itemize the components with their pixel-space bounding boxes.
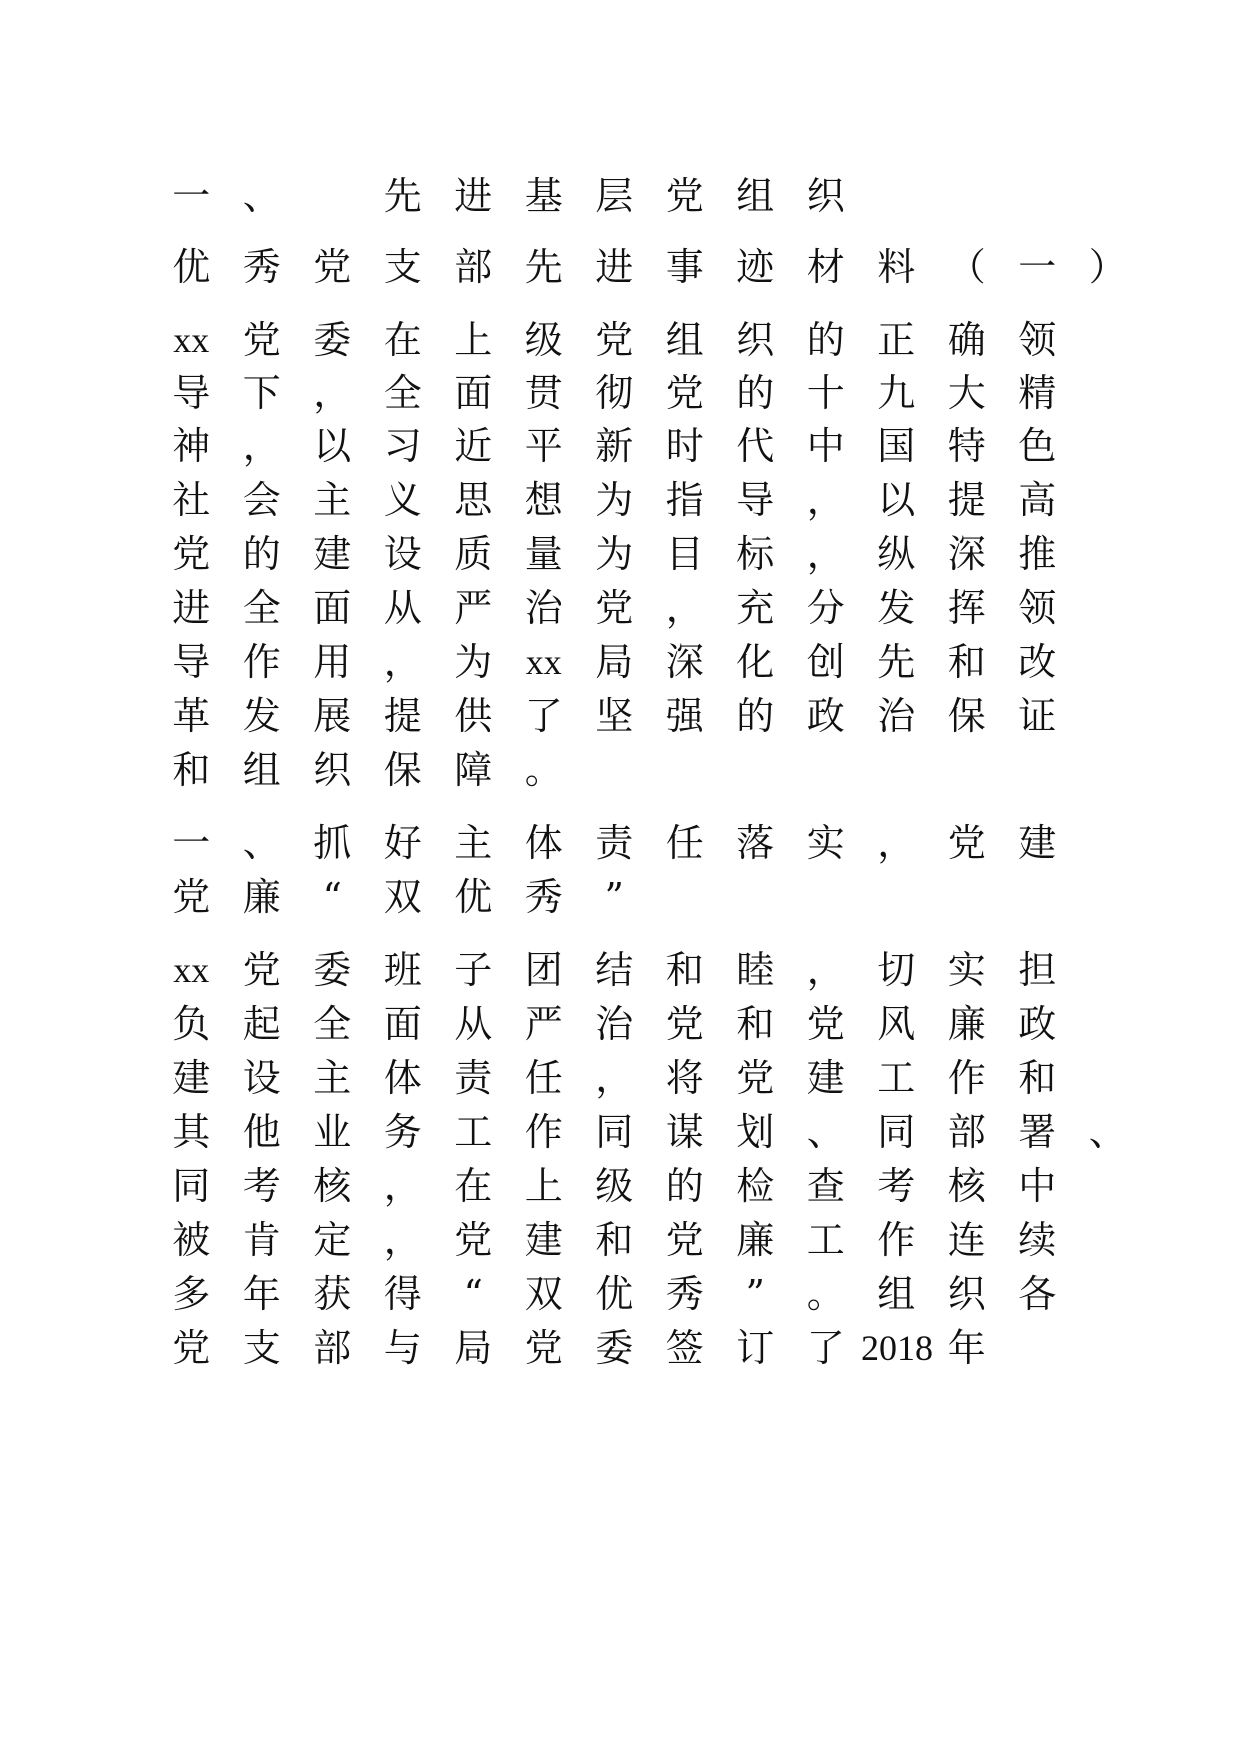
text-char: 廉	[947, 1002, 986, 1046]
text-char: 秀	[665, 1272, 704, 1316]
text-char: 负	[172, 1002, 211, 1046]
text-char: 作	[947, 1056, 986, 1100]
text-char: 用	[313, 640, 352, 684]
text-char: 党	[947, 821, 986, 865]
text-char: 和	[947, 640, 986, 684]
paragraph-1-line-9	[156, 740, 1136, 800]
text-char: xx	[173, 950, 210, 990]
text-char: 进	[454, 174, 493, 218]
text-char: 好	[383, 821, 422, 865]
text-char: 团	[524, 948, 563, 992]
text-char: 党	[242, 948, 281, 992]
text-char: 部	[313, 1326, 352, 1370]
text-char: 的	[242, 532, 281, 576]
text-char: 双	[383, 875, 422, 919]
text-char: 组	[665, 318, 704, 362]
text-char: 级	[524, 318, 563, 362]
text-char: 确	[947, 318, 986, 362]
text-char: 的	[736, 371, 775, 415]
text-char: 2018	[861, 1328, 933, 1368]
text-char: 委	[313, 948, 352, 992]
text-char: 组	[736, 174, 775, 218]
text-char: 九	[877, 371, 916, 415]
text-char: 全	[242, 586, 281, 630]
text-char: 导	[172, 371, 211, 415]
text-char: 。	[524, 748, 563, 792]
text-char: 基	[524, 174, 563, 218]
text-char: 从	[383, 586, 422, 630]
text-char: 代	[736, 424, 775, 468]
text-char: 作	[524, 1110, 563, 1154]
text-char: 组	[877, 1272, 916, 1316]
text-char: 色	[1018, 424, 1057, 468]
text-char: 建	[524, 1218, 563, 1262]
paragraph-2-line-2	[156, 994, 1136, 1054]
text-char: 同	[595, 1110, 634, 1154]
text-char: 上	[454, 318, 493, 362]
text-char: 的	[736, 694, 775, 738]
text-char: 习	[383, 424, 422, 468]
text-char: 结	[595, 948, 634, 992]
text-char: 十	[806, 371, 845, 415]
text-char: 在	[454, 1164, 493, 1208]
text-char: 充	[736, 586, 775, 630]
text-char: 在	[383, 318, 422, 362]
text-char: xx	[525, 642, 562, 682]
text-char: 订	[736, 1326, 775, 1370]
text-char: 作	[877, 1218, 916, 1262]
text-char: 上	[524, 1164, 563, 1208]
text-char: 纵	[877, 532, 916, 576]
text-char: 会	[242, 478, 281, 522]
text-char: ，	[242, 424, 281, 468]
text-char: 以	[877, 478, 916, 522]
text-char: 一	[1018, 245, 1057, 289]
text-char: 和	[736, 1002, 775, 1046]
text-char: 社	[172, 478, 211, 522]
text-char: 进	[172, 586, 211, 630]
text-char: 年	[242, 1272, 281, 1316]
text-char: 新	[595, 424, 634, 468]
text-char: 党	[595, 318, 634, 362]
text-char: 创	[806, 640, 845, 684]
text-char: 工	[454, 1110, 493, 1154]
text-char: 彻	[595, 371, 634, 415]
text-char: 党	[454, 1218, 493, 1262]
text-char: 担	[1018, 948, 1057, 992]
text-char: 支	[242, 1326, 281, 1370]
text-char: 先	[383, 174, 422, 218]
text-char: 党	[313, 245, 352, 289]
text-char: 实	[947, 948, 986, 992]
text-char: 材	[806, 245, 845, 289]
paragraph-1-line-2	[156, 363, 1136, 423]
text-char: 织	[947, 1272, 986, 1316]
text-char: 、	[806, 1110, 845, 1154]
text-char: 治	[595, 1002, 634, 1046]
text-char: 签	[665, 1326, 704, 1370]
text-char: 、	[242, 821, 281, 865]
text-char: 供	[454, 694, 493, 738]
text-char: 谋	[665, 1110, 704, 1154]
text-char: 展	[313, 694, 352, 738]
text-char: 党	[665, 371, 704, 415]
text-char: ”	[745, 1272, 765, 1316]
text-char: 证	[1018, 694, 1057, 738]
text-char: 治	[877, 694, 916, 738]
text-char: 推	[1018, 532, 1057, 576]
text-char: 业	[313, 1110, 352, 1154]
paragraph-1-line-6	[156, 578, 1136, 638]
text-char: 质	[454, 532, 493, 576]
text-char: 事	[665, 245, 704, 289]
text-char: 神	[172, 424, 211, 468]
text-char: 考	[242, 1164, 281, 1208]
text-char: 迹	[736, 245, 775, 289]
text-char: 量	[524, 532, 563, 576]
text-char: 和	[172, 748, 211, 792]
text-char: 党	[665, 1002, 704, 1046]
text-char: 党	[665, 174, 704, 218]
text-char: 同	[877, 1110, 916, 1154]
text-char: 为	[595, 478, 634, 522]
text-char: （	[947, 245, 986, 289]
paragraph-1-line-1	[156, 310, 1136, 370]
text-char: ，	[313, 371, 352, 415]
text-char: 高	[1018, 478, 1057, 522]
text-char: 发	[242, 694, 281, 738]
subsection-heading-line-2	[156, 867, 1136, 927]
paragraph-2-line-6	[156, 1210, 1136, 1270]
text-char: 国	[877, 424, 916, 468]
text-char: 、	[1088, 1110, 1127, 1154]
text-char: 组	[242, 748, 281, 792]
text-char: 严	[454, 586, 493, 630]
text-char: 大	[947, 371, 986, 415]
text-char: 强	[665, 694, 704, 738]
text-char: 政	[1018, 1002, 1057, 1046]
text-char: 坚	[595, 694, 634, 738]
text-char: 体	[524, 821, 563, 865]
text-char: 检	[736, 1164, 775, 1208]
text-char: 面	[313, 586, 352, 630]
paragraph-1-line-8	[156, 686, 1136, 746]
text-char: 设	[242, 1056, 281, 1100]
text-char: ，	[806, 532, 845, 576]
text-char: 部	[947, 1110, 986, 1154]
text-char: 主	[313, 478, 352, 522]
text-char: 和	[595, 1218, 634, 1262]
text-char: 导	[172, 640, 211, 684]
paragraph-1-line-4	[156, 470, 1136, 530]
paragraph-2-line-3	[156, 1048, 1136, 1108]
text-char: 他	[242, 1110, 281, 1154]
text-char: 实	[806, 821, 845, 865]
text-char: 主	[313, 1056, 352, 1100]
text-char: 中	[806, 424, 845, 468]
text-char: 严	[524, 1002, 563, 1046]
text-char: 任	[665, 821, 704, 865]
text-char: “	[463, 1272, 483, 1316]
text-char: 一	[172, 821, 211, 865]
paragraph-2-line-1	[156, 940, 1136, 1000]
text-char: 为	[454, 640, 493, 684]
text-char: 分	[806, 586, 845, 630]
text-char: 优	[595, 1272, 634, 1316]
text-char: 思	[454, 478, 493, 522]
text-char: 提	[383, 694, 422, 738]
subsection-heading-line-1	[156, 813, 1136, 873]
document-title	[156, 237, 1136, 297]
text-char: 署	[1018, 1110, 1057, 1154]
text-char: 和	[665, 948, 704, 992]
text-char: 中	[1018, 1164, 1057, 1208]
text-char: 党	[736, 1056, 775, 1100]
paragraph-2-line-7	[156, 1264, 1136, 1324]
text-char: 标	[736, 532, 775, 576]
text-char: xx	[173, 320, 210, 360]
text-char: 的	[665, 1164, 704, 1208]
text-char: 发	[877, 586, 916, 630]
text-char: 了	[806, 1326, 845, 1370]
text-char: 深	[947, 532, 986, 576]
text-char: 下	[242, 371, 281, 415]
text-char: 平	[524, 424, 563, 468]
text-char: 义	[383, 478, 422, 522]
text-char: 支	[383, 245, 422, 289]
text-char: 设	[383, 532, 422, 576]
text-char: 续	[1018, 1218, 1057, 1262]
text-char: 全	[383, 371, 422, 415]
text-char: 局	[595, 640, 634, 684]
text-char: 多	[172, 1272, 211, 1316]
text-char: 一	[172, 174, 211, 218]
text-char: 各	[1018, 1272, 1057, 1316]
section-heading	[156, 166, 1136, 226]
text-char: “	[322, 875, 342, 919]
text-char: 主	[454, 821, 493, 865]
text-char: 的	[806, 318, 845, 362]
text-char: 料	[877, 245, 916, 289]
text-char: ，	[383, 640, 422, 684]
text-char: 务	[383, 1110, 422, 1154]
text-char: 责	[454, 1056, 493, 1100]
text-char: 考	[877, 1164, 916, 1208]
text-char: 党	[172, 875, 211, 919]
text-char: 进	[595, 245, 634, 289]
text-char: 建	[172, 1056, 211, 1100]
text-char: ”	[604, 875, 624, 919]
text-char: 风	[877, 1002, 916, 1046]
text-char: 切	[877, 948, 916, 992]
text-char: 织	[313, 748, 352, 792]
text-char: 保	[947, 694, 986, 738]
paragraph-2-line-5	[156, 1156, 1136, 1216]
text-char: 和	[1018, 1056, 1057, 1100]
text-char: 革	[172, 694, 211, 738]
paragraph-2-line-8	[156, 1318, 1136, 1378]
text-char: 肯	[242, 1218, 281, 1262]
text-char: 领	[1018, 318, 1057, 362]
text-char: 核	[947, 1164, 986, 1208]
text-char: 落	[736, 821, 775, 865]
text-char: 睦	[736, 948, 775, 992]
text-char: 领	[1018, 586, 1057, 630]
text-char: 挥	[947, 586, 986, 630]
text-char: 班	[383, 948, 422, 992]
text-char: 想	[524, 478, 563, 522]
text-char: 面	[383, 1002, 422, 1046]
text-char: 提	[947, 478, 986, 522]
text-char: 体	[383, 1056, 422, 1100]
text-char: 正	[877, 318, 916, 362]
text-char: 委	[313, 318, 352, 362]
text-char: 局	[454, 1326, 493, 1370]
text-char: 政	[806, 694, 845, 738]
paragraph-1-line-5	[156, 524, 1136, 584]
text-char: 优	[454, 875, 493, 919]
text-char: 责	[595, 821, 634, 865]
text-char: 目	[665, 532, 704, 576]
paragraph-1-line-7	[156, 632, 1136, 692]
text-char: 与	[383, 1326, 422, 1370]
text-char: 廉	[736, 1218, 775, 1262]
text-char: 部	[454, 245, 493, 289]
text-char: 秀	[524, 875, 563, 919]
text-char: 廉	[242, 875, 281, 919]
text-char: 工	[877, 1056, 916, 1100]
text-char: 抓	[313, 821, 352, 865]
text-char: 党	[172, 1326, 211, 1370]
text-char: 了	[524, 694, 563, 738]
text-char: 连	[947, 1218, 986, 1262]
text-char: 织	[806, 174, 845, 218]
text-char: 获	[313, 1272, 352, 1316]
text-char: 导	[736, 478, 775, 522]
text-char: 党	[806, 1002, 845, 1046]
text-char: ，	[806, 478, 845, 522]
text-char: 党	[665, 1218, 704, 1262]
text-char: 贯	[524, 371, 563, 415]
text-char: 近	[454, 424, 493, 468]
text-char: 层	[595, 174, 634, 218]
text-char: ，	[383, 1164, 422, 1208]
text-char: 精	[1018, 371, 1057, 415]
text-char: 查	[806, 1164, 845, 1208]
text-char: 起	[242, 1002, 281, 1046]
text-char: 特	[947, 424, 986, 468]
text-char: 化	[736, 640, 775, 684]
text-char: 党	[524, 1326, 563, 1370]
text-char: 作	[242, 640, 281, 684]
text-char: 其	[172, 1110, 211, 1154]
text-char: 同	[172, 1164, 211, 1208]
text-char: 织	[736, 318, 775, 362]
text-char: 指	[665, 478, 704, 522]
text-char: 先	[524, 245, 563, 289]
text-char: 任	[524, 1056, 563, 1100]
text-char: 被	[172, 1218, 211, 1262]
text-char: 双	[524, 1272, 563, 1316]
text-char: 定	[313, 1218, 352, 1262]
text-char: 工	[806, 1218, 845, 1262]
text-char: 、	[242, 174, 281, 218]
text-char: 党	[595, 586, 634, 630]
text-char: 以	[313, 424, 352, 468]
text-char: 党	[242, 318, 281, 362]
text-char: ）	[1088, 245, 1127, 289]
text-char: 先	[877, 640, 916, 684]
text-char: 党	[172, 532, 211, 576]
text-char: 全	[313, 1002, 352, 1046]
text-char: 建	[806, 1056, 845, 1100]
text-char: 面	[454, 371, 493, 415]
text-char: ，	[806, 948, 845, 992]
text-char: 为	[595, 532, 634, 576]
text-char: 建	[1018, 821, 1057, 865]
text-char: 将	[665, 1056, 704, 1100]
text-char: 秀	[242, 245, 281, 289]
text-char: 核	[313, 1164, 352, 1208]
text-char: ，	[877, 821, 916, 865]
text-char: 障	[454, 748, 493, 792]
text-char: 年	[947, 1326, 986, 1370]
text-char: 得	[383, 1272, 422, 1316]
paragraph-1-line-3	[156, 416, 1136, 476]
text-char: 优	[172, 245, 211, 289]
text-char: ，	[665, 586, 704, 630]
text-char: 委	[595, 1326, 634, 1370]
text-char: 子	[454, 948, 493, 992]
text-char: 级	[595, 1164, 634, 1208]
text-char: ，	[595, 1056, 634, 1100]
paragraph-2-line-4	[156, 1102, 1136, 1162]
text-char: 深	[665, 640, 704, 684]
text-char: 时	[665, 424, 704, 468]
text-char: 建	[313, 532, 352, 576]
text-char: 保	[383, 748, 422, 792]
text-char: 治	[524, 586, 563, 630]
text-char: 划	[736, 1110, 775, 1154]
text-char: ，	[383, 1218, 422, 1262]
text-char: 从	[454, 1002, 493, 1046]
text-char: 改	[1018, 640, 1057, 684]
text-char: 。	[806, 1272, 845, 1316]
